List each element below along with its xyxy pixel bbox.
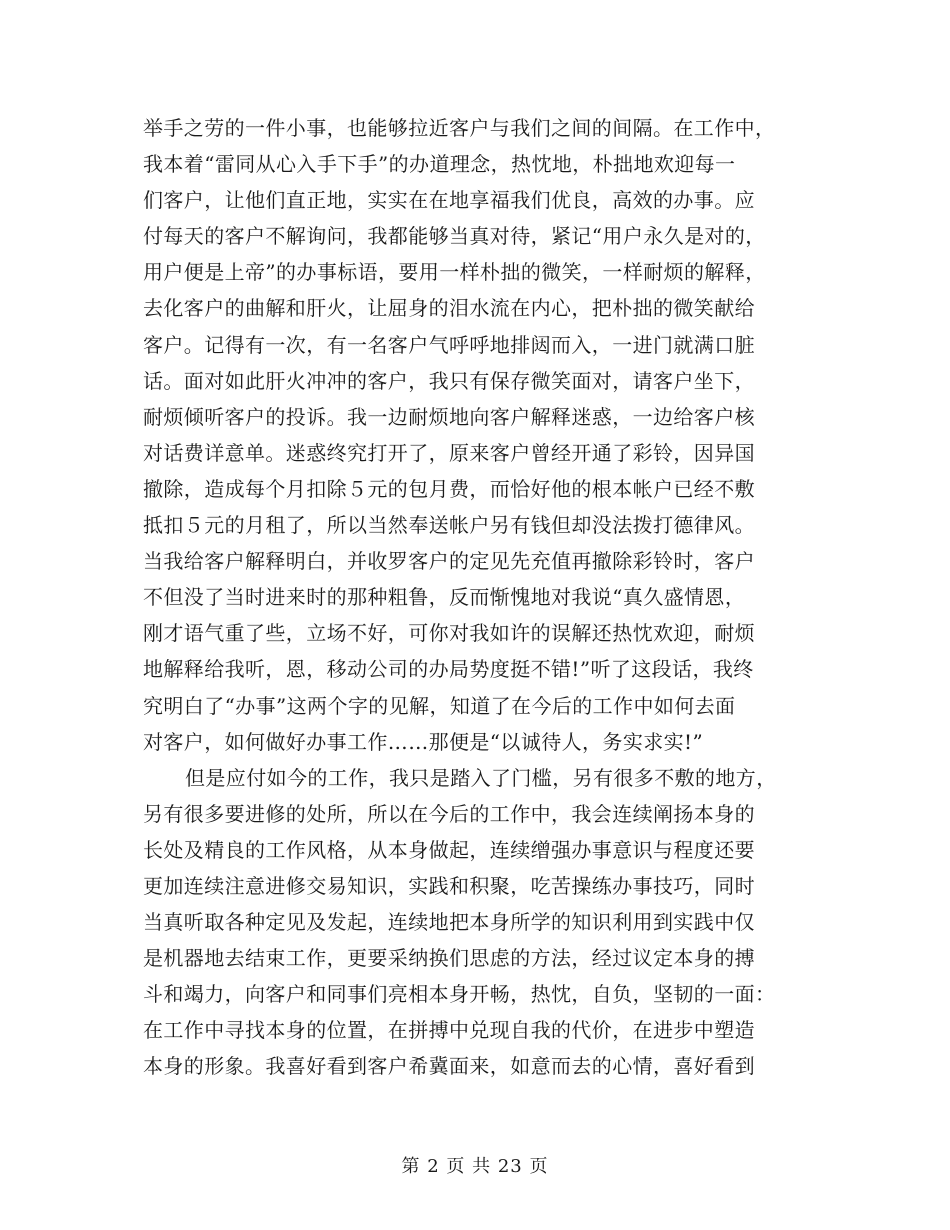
text-line: 举手之劳的一件小事，也能够拉近客户与我们之间的间隔。在工作中， — [143, 116, 776, 140]
text-line: 长处及精良的工作风格，从本身做起，连续缯强办事意识与程度还要 — [143, 837, 755, 862]
text-line: 另有很多要进修的处所，所以在今后的工作中，我会连续阐扬本身的 — [143, 801, 755, 826]
page-footer — [0, 1152, 950, 1178]
text-line: 本身的形象。我喜好看到客户希冀面来，如意而去的心情，喜好看到 — [143, 1054, 755, 1079]
text-line: 去化客户的曲解和肝火，让屈身的泪水流在内心，把朴拙的微笑献给 — [143, 296, 755, 321]
paragraph-start-line: 但是应付如今的工作，我只是踏入了门槛，另有很多不敷的地方， — [185, 765, 777, 790]
text-line: 付每天的客户不解询问，我都能够当真对待，紧记“用户永久是对的， — [143, 224, 766, 249]
text-line: 们客户，让他们直正地，实实在在地享福我们优良，高效的办事。应 — [143, 188, 755, 213]
page-number-label: 第 2 页 共 23 页 — [401, 1156, 549, 1177]
text-line: 究明白了“办事”这两个字的见解，知道了在今后的工作中如何去面 — [143, 693, 736, 718]
text-line: 我本着“雷同从心入手下手”的办道理念，热忱地，朴拙地欢迎每一 — [143, 152, 736, 177]
text-line: 当真听取各种定见及发起，连续地把本身所学的知识利用到实践中仅 — [143, 910, 755, 935]
text-line: 用户便是上帝”的办事标语，要用一样朴拙的微笑，一样耐烦的解释， — [143, 260, 766, 285]
text-line: 耐烦倾听客户的投诉。我一边耐烦地向客户解释迷惑，一边给客户核 — [143, 404, 755, 429]
text-line: 对话费详意单。迷惑终究打开了，原来客户曾经开通了彩铃，因异国 — [143, 440, 755, 465]
text-line: 在工作中寻找本身的位置，在拼搏中兑现自我的代价，在进步中塑造 — [143, 1018, 755, 1043]
text-line: 当我给客户解释明白，并收罗客户的定见先充值再撤除彩铃时，客户 — [143, 549, 755, 574]
text-line: 撤除，造成每个月扣除５元的包月费，而恰好他的根本帐户已经不敷 — [143, 476, 755, 501]
text-line: 刚才语气重了些，立场不好，可你对我如许的误解还热忱欢迎，耐烦 — [143, 621, 755, 646]
text-line: 不但没了当时进来时的那种粗鲁，反而惭愧地对我说“真久盛情恩， — [143, 585, 746, 610]
text-line: 对客户，如何做好办事工作……那便是“以诚待人，务实求实!” — [143, 729, 704, 754]
text-line: 客户。记得有一次，有一名客户气呼呼地排闼而入，一进门就满口脏 — [143, 332, 755, 357]
text-line: 话。面对如此肝火冲冲的客户，我只有保存微笑面对，请客户坐下， — [143, 368, 755, 393]
text-line: 地解释给我听，恩，移动公司的办局势度挺不错!”听了这段话，我终 — [143, 657, 754, 682]
text-line: 斗和竭力，向客户和同事们亮相本身开畅，热忱，自负，坚韧的一面： — [143, 982, 776, 1007]
text-line: 更加连续注意进修交易知识，实践和积聚，吃苦操练办事技巧，同时 — [143, 873, 755, 898]
text-line: 是机器地去结束工作，更要采纳换们思虑的方法，经过议定本身的搏 — [143, 946, 755, 971]
text-line: 抵扣５元的月租了，所以当然奉送帐户另有钱但却没法拨打德律风。 — [143, 513, 755, 538]
body-text — [143, 110, 813, 1085]
